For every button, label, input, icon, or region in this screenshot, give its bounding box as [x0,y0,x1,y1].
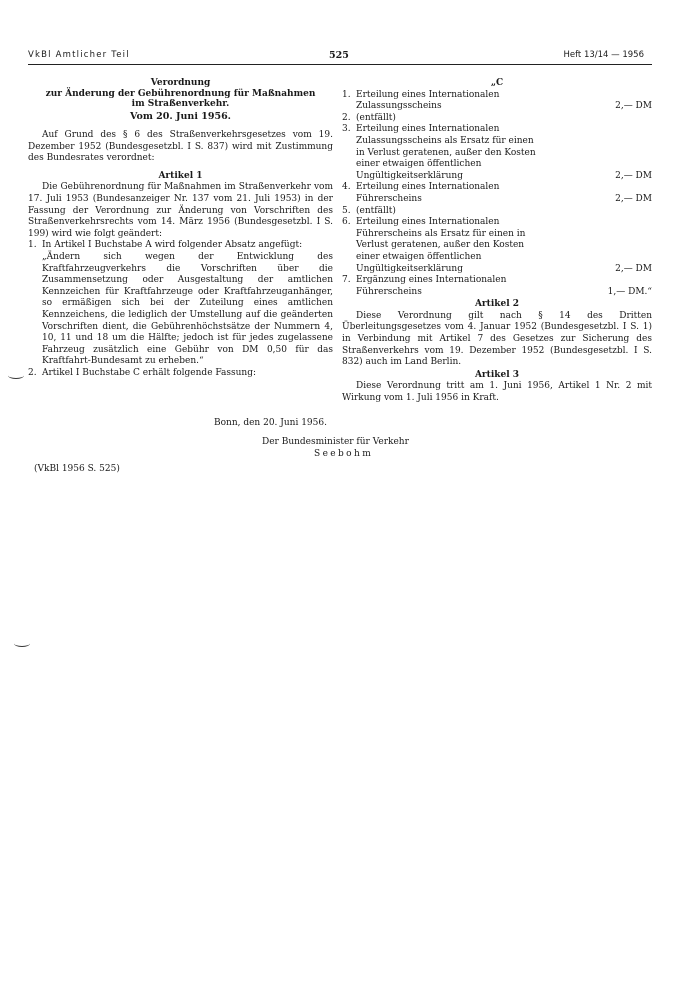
fee-item-number: 1. [342,89,351,100]
fee-item-text: Erteilung eines Internationalen Führerscheins als Ersatz für einen in Verlust geratenen, außer den Kosten einer etwaigen öffentlichen Ungültigkeitserklärung [356,217,526,274]
fee-item-text: Ergänzung eines Internationalen Führerscheins [356,275,507,297]
right-column [342,78,652,405]
fee-item [342,124,652,182]
signature-place-date: Bonn, den 20. Juni 1956. [214,418,327,428]
fee-item-number: 3. [342,124,351,135]
left-column [28,78,333,380]
punch-hole-mark [14,640,30,647]
fee-item [342,217,652,275]
regulation-title-line-2: zur Änderung der Gebührenordnung für Maßnahmen [45,88,316,99]
artikel-3-heading: Artikel 3 [474,369,520,380]
section-c-label: „C [490,78,504,88]
amendment-item-2-text: Artikel I Buchstabe C erhält folgende Fassung: [42,367,257,378]
regulation-title-line-3: im Straßenverkehr. [131,99,230,109]
artikel-1-heading: Artikel 1 [158,170,203,181]
fee-item [342,90,652,113]
fee-item-text: (entfällt) [356,112,396,123]
fee-item-text: Erteilung eines Internationalen Führerscheins [356,182,500,204]
signature-name: Seebohm [314,449,374,459]
fee-item-text: (entfällt) [356,205,396,216]
fee-item-text: Erteilung eines Internationalen Zulassungsscheins als Ersatz für einen in Verlust geratenen, außer den Kosten einer etwaigen öffentlichen Ungültigkeitserklärung [356,124,536,181]
regulation-title-line-1: Verordnung [150,78,211,88]
source-reference: (VkBl 1956 S. 525) [34,464,120,474]
artikel-1-text: Die Gebührenordnung für Maßnahmen im Straßenverkehr vom 17. Juli 1953 (Bundesanzeiger Nr. 137 vom 21. Juli 1953) in der Fassung der Verordnung zur Änderung von Vorschriften des Straßenverkehrsrechts vom 14. März 1956 (Bundesgesetzbl. I S. 199) wird wie folgt geändert: [28,182,333,239]
amendment-item-1-quote: „Ändern sich wegen der Entwicklung des Kraftfahrzeugverkehrs die Vorschriften über die Zusammensetzung oder Ausgestaltung der amtlichen Kennzeichen für Kraftfahrzeuge oder Kraftfahrzeuganhänger, so ermäßigen sich bei der Zuteilung eines amtlichen Kennzeichens, die lediglich der Umstellung auf die geänderten Vorschriften dient, die Gebührenhöchstsätze der Nummern 4, 10, 11 und 18 um die Hälfte; jedoch ist für jedes zugelassene Fahrzeug zusätzlich eine Gebühr von DM 0,50 für das Kraftfahrt-Bundesamt zu erheben.“ [42,252,333,367]
amendment-item-2 [28,368,333,380]
fee-item-number: 5. [342,205,351,216]
header-rule [28,64,652,65]
preamble: Auf Grund des § 6 des Straßenverkehrsgesetzes vom 19. Dezember 1952 (Bundesgesetzbl. I S. 837) wird mit Zustimmung des Bundesrates verordnet: [28,130,333,164]
fee-item [342,206,652,218]
fee-item-amount: 2,— DM [615,170,652,181]
fee-item-text: Erteilung eines Internationalen Zulassungsscheins [356,89,500,112]
punch-hole-mark [8,372,24,379]
regulation-date: Vom 20. Juni 1956. [129,110,231,122]
fee-item-number: 7. [342,275,351,286]
amendment-item-1 [28,240,333,252]
fee-item-number: 2. [342,112,351,123]
fee-item-amount: 2,— DM [615,101,652,112]
fee-item-number: 4. [342,182,351,193]
page-number: 525 [329,50,349,61]
signature-office: Der Bundesminister für Verkehr [262,437,409,447]
fee-item-amount: 2,— DM [615,263,652,274]
amendment-item-1-number: 1. [28,240,37,251]
fee-item [342,182,652,205]
amendment-item-1-text: In Artikel I Buchstabe A wird folgender Absatz angefügt: [42,240,303,251]
artikel-3-text: Diese Verordnung tritt am 1. Juni 1956, Artikel 1 Nr. 2 mit Wirkung vom 1. Juli 1956 in Kraft. [342,381,652,404]
amendment-item-2-number: 2. [28,367,37,378]
fee-item [342,275,652,298]
fee-item [342,113,652,125]
fee-item-amount: 1,— DM.“ [607,286,652,297]
running-header-right: Heft 13/14 — 1956 [563,50,644,60]
artikel-2-text: Diese Verordnung gilt nach § 14 des Dritten Überleitungsgesetzes vom 4. Januar 1952 (Bundesgesetzbl. I S. 1) in Verbindung mit Artikel 7 des Gesetzes zur Sicherung des Straßenverkehrs vom 19. Dezember 1952 (Bundesgesetzbl. I S. 832) auch im Land Berlin. [342,310,652,368]
fee-item-number: 6. [342,217,351,228]
artikel-2-heading: Artikel 2 [474,299,520,310]
running-header-left: VkBl Amtlicher Teil [28,50,130,60]
fee-item-amount: 2,— DM [615,193,652,204]
